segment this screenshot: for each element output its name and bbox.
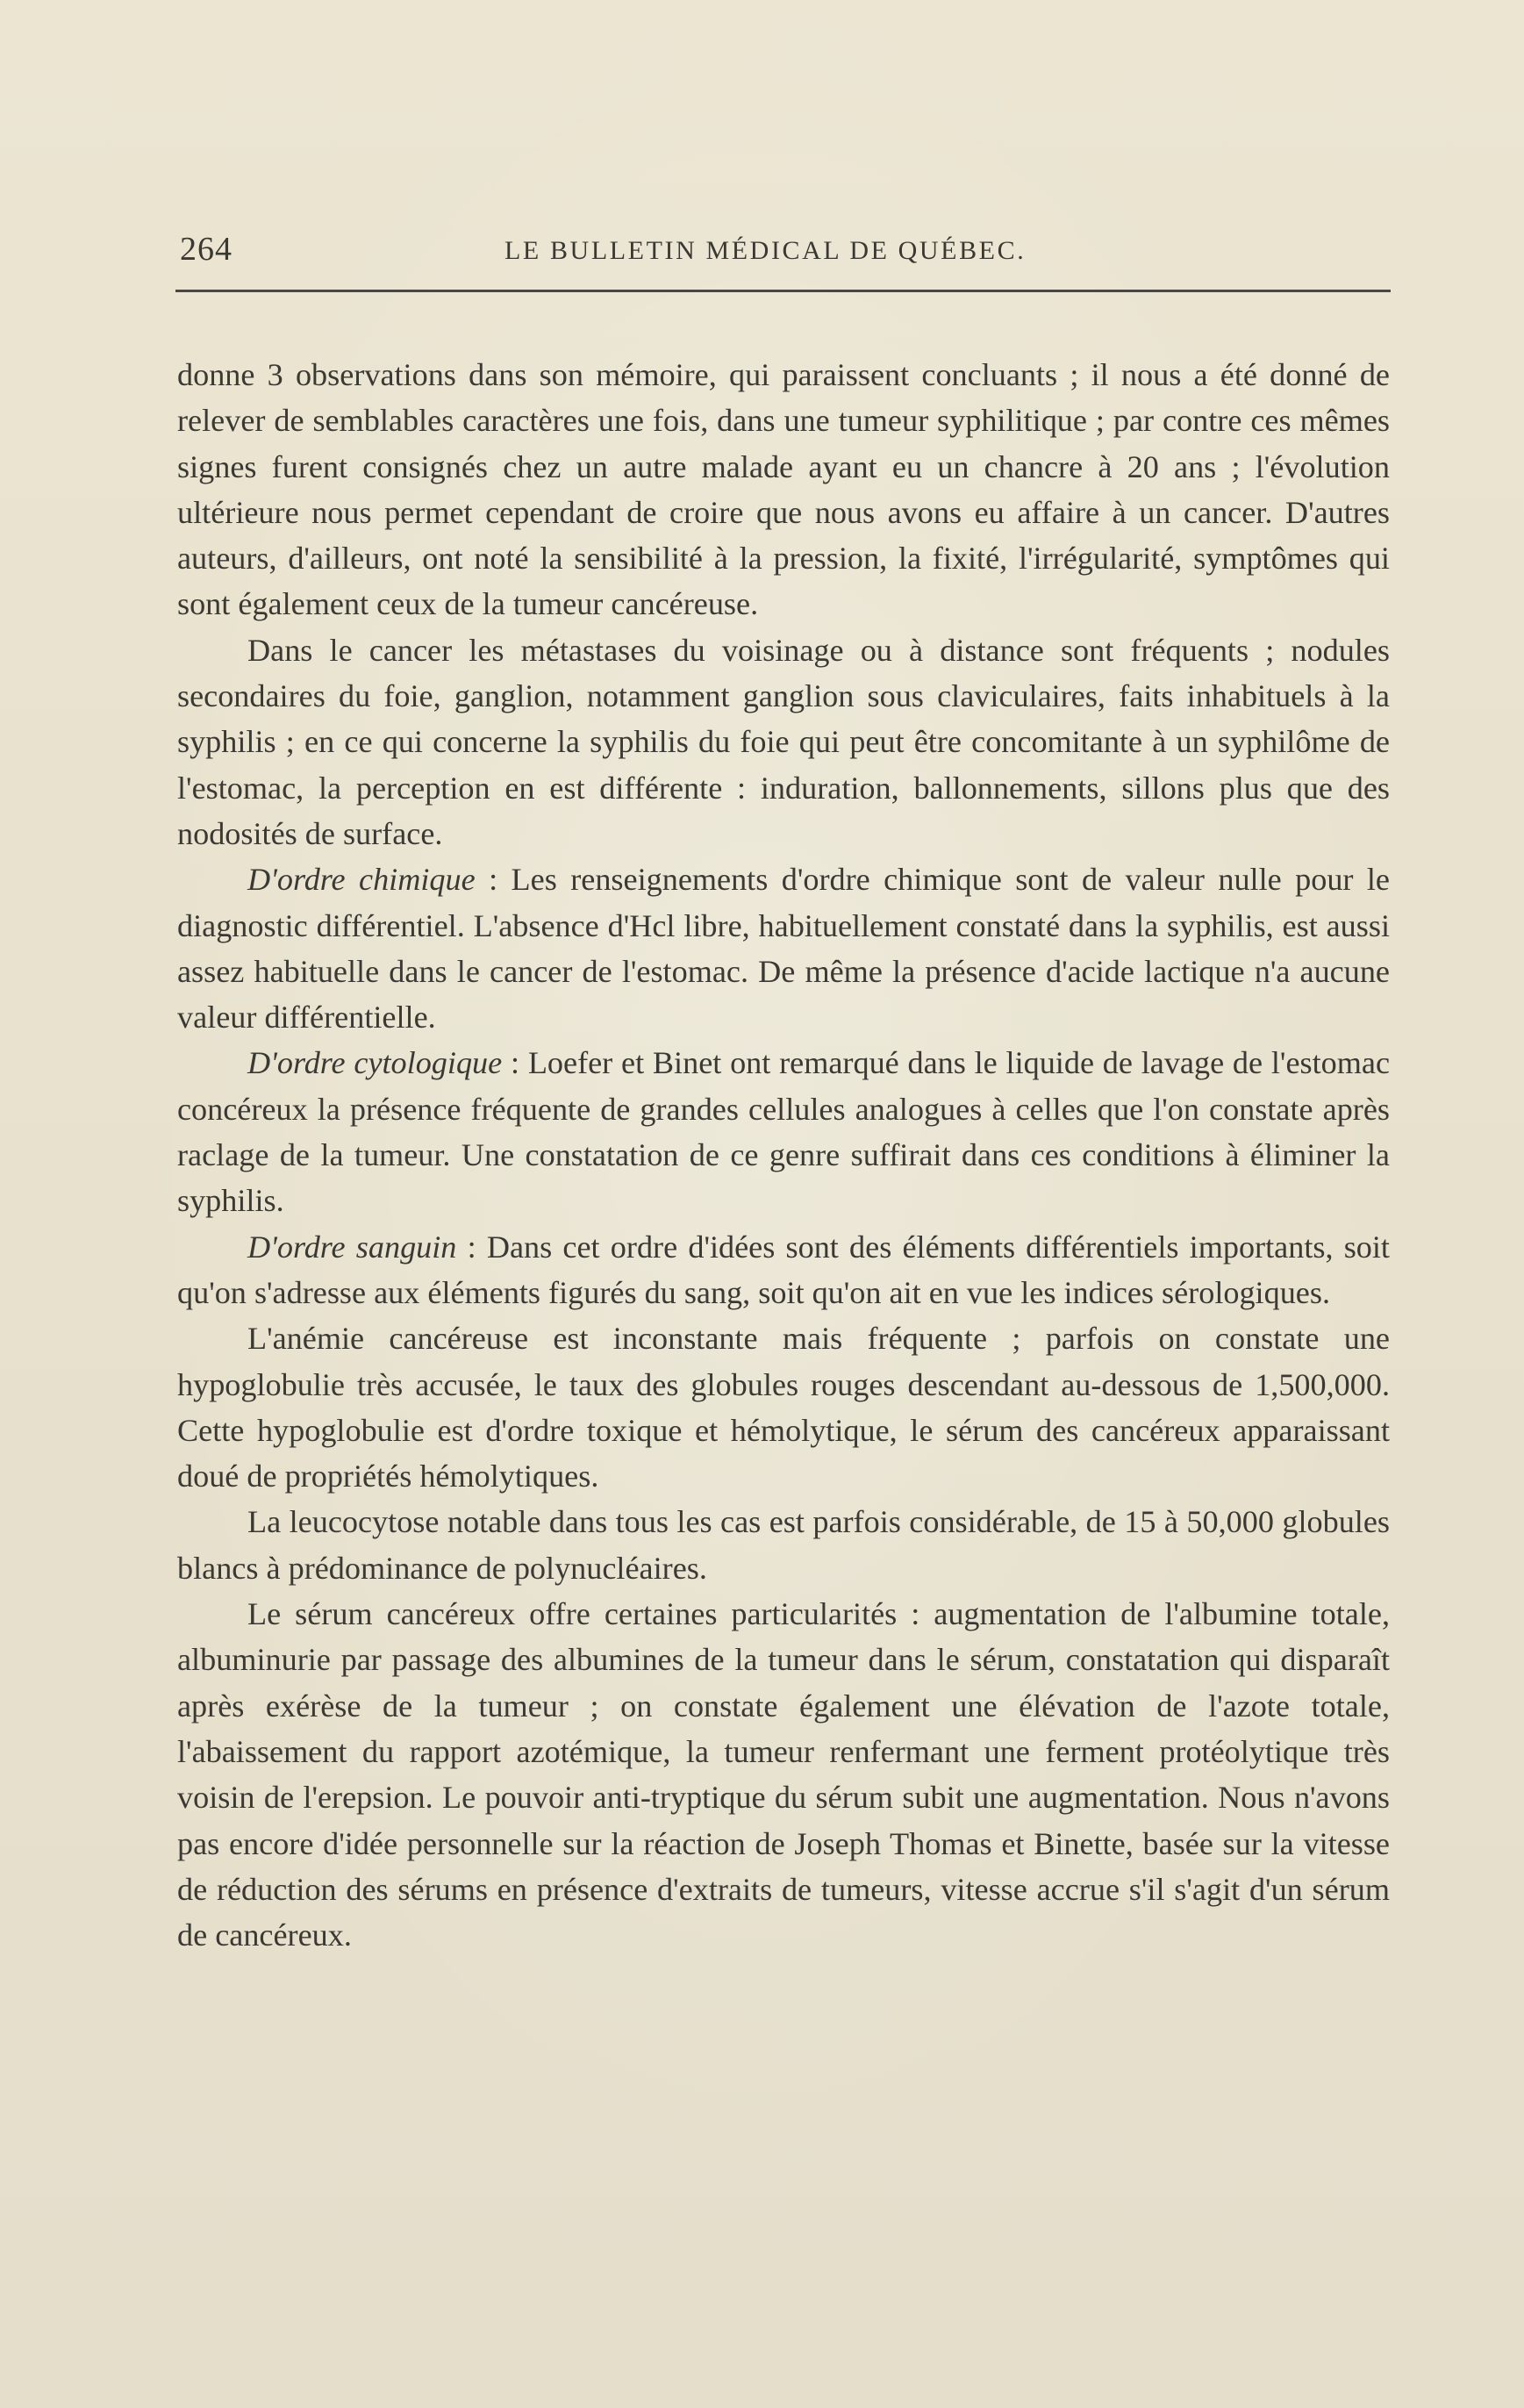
section-heading-chimique: D'ordre chimique (247, 862, 476, 898)
paragraph-chimique (177, 856, 1390, 1040)
paragraph-cytologique-text: : Loefer et Binet ont remarqué dans le liquide de lavage de l'estomac concéreux la présence fréquente de grandes cellules analogues à celles que l'on constate après raclage de la tumeur. Une constatation de ce genre suffirait dans ces conditions à éliminer la syphilis. (177, 1045, 1391, 1219)
page-number: 264 (180, 231, 233, 268)
paragraph-anemie: L'anémie cancéreuse est inconstante mais fréquente ; parfois on constate une hypoglobulie très accusée, le taux des globules rouges descendant au-dessous de 1,500,000. Cette hypoglobulie est d'ordre toxique et hémolytique, le sérum des cancéreux apparaissant doué de propriétés hémolytiques. (177, 1321, 1390, 1494)
paragraph-leucocytose: La leucocytose notable dans tous les cas est parfois considérable, de 15 à 50,000 globules blancs à prédominance de polynucléaires. (177, 1504, 1390, 1586)
section-heading-sanguin: D'ordre sanguin (247, 1229, 457, 1265)
paragraph-cytologique (177, 1040, 1390, 1223)
header-rule (175, 290, 1391, 292)
section-heading-cytologique: D'ordre cytologique (247, 1045, 503, 1081)
paragraph-chimique-text: : Les renseignements d'ordre chimique sont de valeur nulle pour le diagnostic différentiel. L'absence d'Hcl libre, habituellement constaté dans la syphilis, est aussi assez habituelle dans le cancer de l'estomac. De même la présence d'acide lactique n'a aucune valeur différentielle. (177, 862, 1390, 1036)
article-body (177, 352, 1390, 1958)
page-header (175, 230, 1391, 283)
running-head: LE BULLETIN MÉDICAL DE QUÉBEC. (504, 236, 1027, 265)
paragraph-sanguin (177, 1224, 1390, 1316)
paragraph-metastases: Dans le cancer les métastases du voisinage ou à distance sont fréquents ; nodules secondaires du foie, ganglion, notamment ganglion sous claviculaires, faits inhabituels à la syphilis ; en ce qui concerne la syphilis du foie qui peut être concomitante à un syphilôme de l'estomac, la perception en est différente : induration, ballonnements, sillons plus que des nodosités de surface. (177, 632, 1390, 851)
paragraph-serum: Le sérum cancéreux offre certaines particularités : augmentation de l'albumine totale, albuminurie par passage des albumines de la tumeur dans le sérum, constatation qui disparaît après exérèse de la tumeur ; on constate également une élévation de l'azote totale, l'abaissement du rapport azotémique, la tumeur renfermant une ferment protéolytique très voisin de l'erepsion. Le pouvoir anti-tryptique du sérum subit une augmentation. Nous n'avons pas encore d'idée personnelle sur la réaction de Joseph Thomas et Binette, basée sur la vitesse de réduction des sérums en présence d'extraits de tumeurs, vitesse accrue s'il s'agit d'un sérum de cancéreux. (177, 1596, 1390, 1953)
paragraph-sanguin-text: : Dans cet ordre d'idées sont des éléments différentiels importants, soit qu'on s'adresse aux éléments figurés du sang, soit qu'on ait en vue les indices sérologiques. (177, 1229, 1390, 1310)
paragraph-continuation: donne 3 observations dans son mémoire, qui paraissent concluants ; il nous a été donné de relever de semblables caractères une fois, dans une tumeur syphilitique ; par contre ces mêmes signes furent consignés chez un autre malade ayant eu un chancre à 20 ans ; l'évolution ultérieure nous permet cependant de croire que nous avons eu affaire à un cancer. D'autres auteurs, d'ailleurs, ont noté la sensibilité à la pression, la fixité, l'irrégularité, symptômes qui sont également ceux de la tumeur cancéreuse. (177, 357, 1390, 622)
